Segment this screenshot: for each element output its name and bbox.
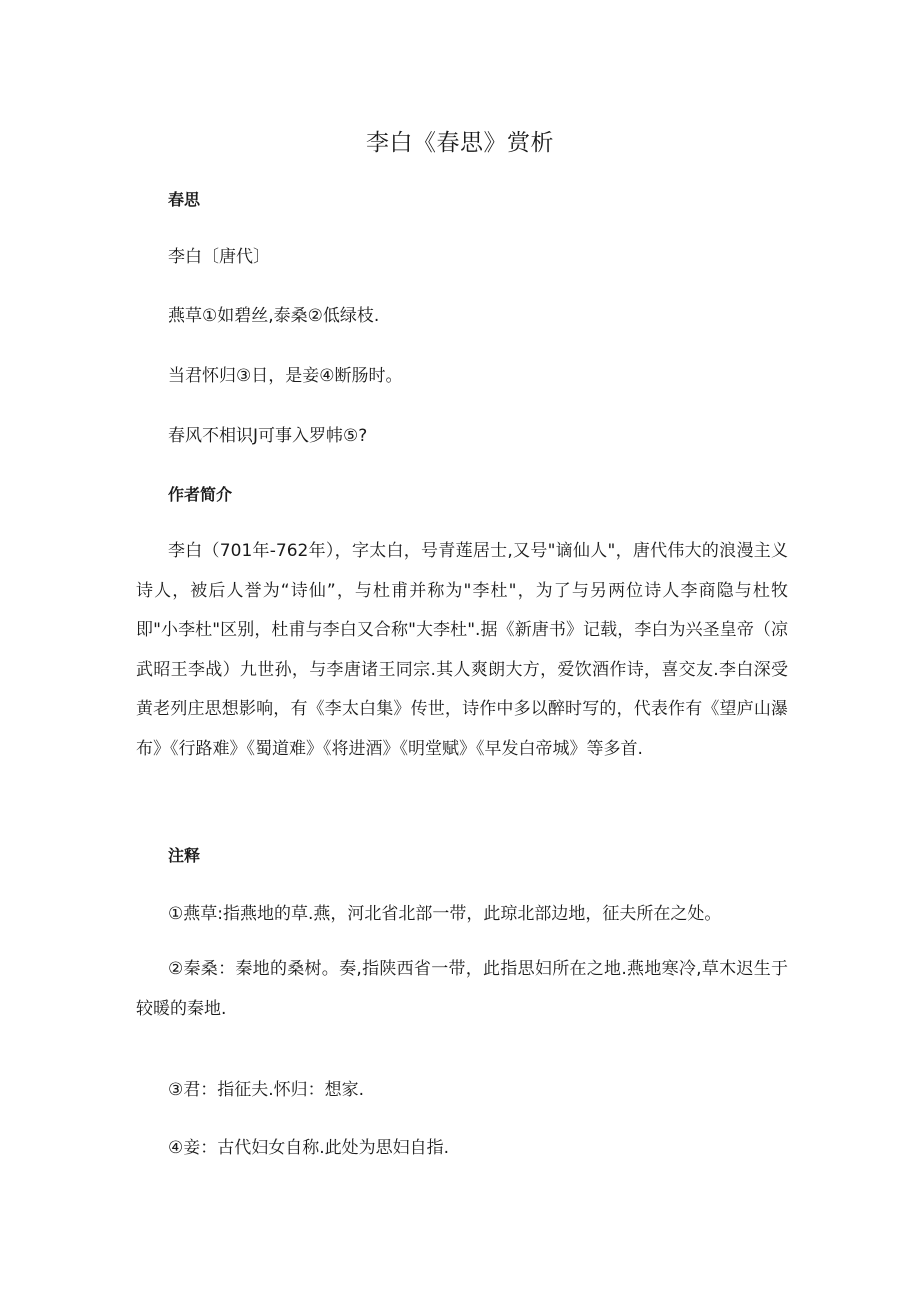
poem-line-2: 当君怀归③日，是妾④断肠时。 bbox=[168, 366, 403, 386]
poem-line-1: 燕草①如碧丝,泰桑②低绿枝. bbox=[168, 306, 380, 326]
poem-line-3: 春风不相识J可事入罗帏⑤? bbox=[168, 426, 368, 446]
author-intro-heading: 作者简介 bbox=[168, 485, 233, 504]
note-item-2: ②秦桑：秦地的桑树。奏,指陕西省一带，此指思妇所在之地.燕地寒冷,草木迟生于较暖的秦地. bbox=[136, 959, 788, 1019]
poem-heading: 春思 bbox=[168, 190, 201, 209]
notes-heading: 注释 bbox=[168, 846, 201, 865]
author-intro-paragraph: 李白（701年-762年），字太白，号青莲居士,又号"谪仙人"，唐代伟大的浪漫主义诗人，被后人誉为“诗仙”，与杜甫并称为"李杜"，为了与另两位诗人李商隐与杜牧即"小李杜"区别，杜甫与李白又合称"大李杜".据《新唐书》记载，李白为兴圣皇帝（凉武昭王李战）九世孙，与李唐诸王同宗.其人爽朗大方，爱饮酒作诗，喜交友.李白深受黄老列庄思想影响，有《李太白集》传世，诗作中多以醉时写的，代表作有《望庐山瀑布》《行路难》《蜀道难》《将进酒》《明堂赋》《早发白帝城》等多首. bbox=[136, 541, 788, 759]
note-item-3: ③君：指征夫.怀归：想家. bbox=[168, 1080, 365, 1100]
note-item-4: ④妾：古代妇女自称.此处为思妇自指. bbox=[168, 1138, 450, 1158]
note-item-1: ①燕草:指燕地的草.燕，河北省北部一带，此琼北部边地，征夫所在之处。 bbox=[168, 904, 722, 924]
page-title: 李白《春思》赏析 bbox=[366, 130, 554, 156]
poem-author-line: 李白〔唐代〕 bbox=[168, 247, 270, 267]
